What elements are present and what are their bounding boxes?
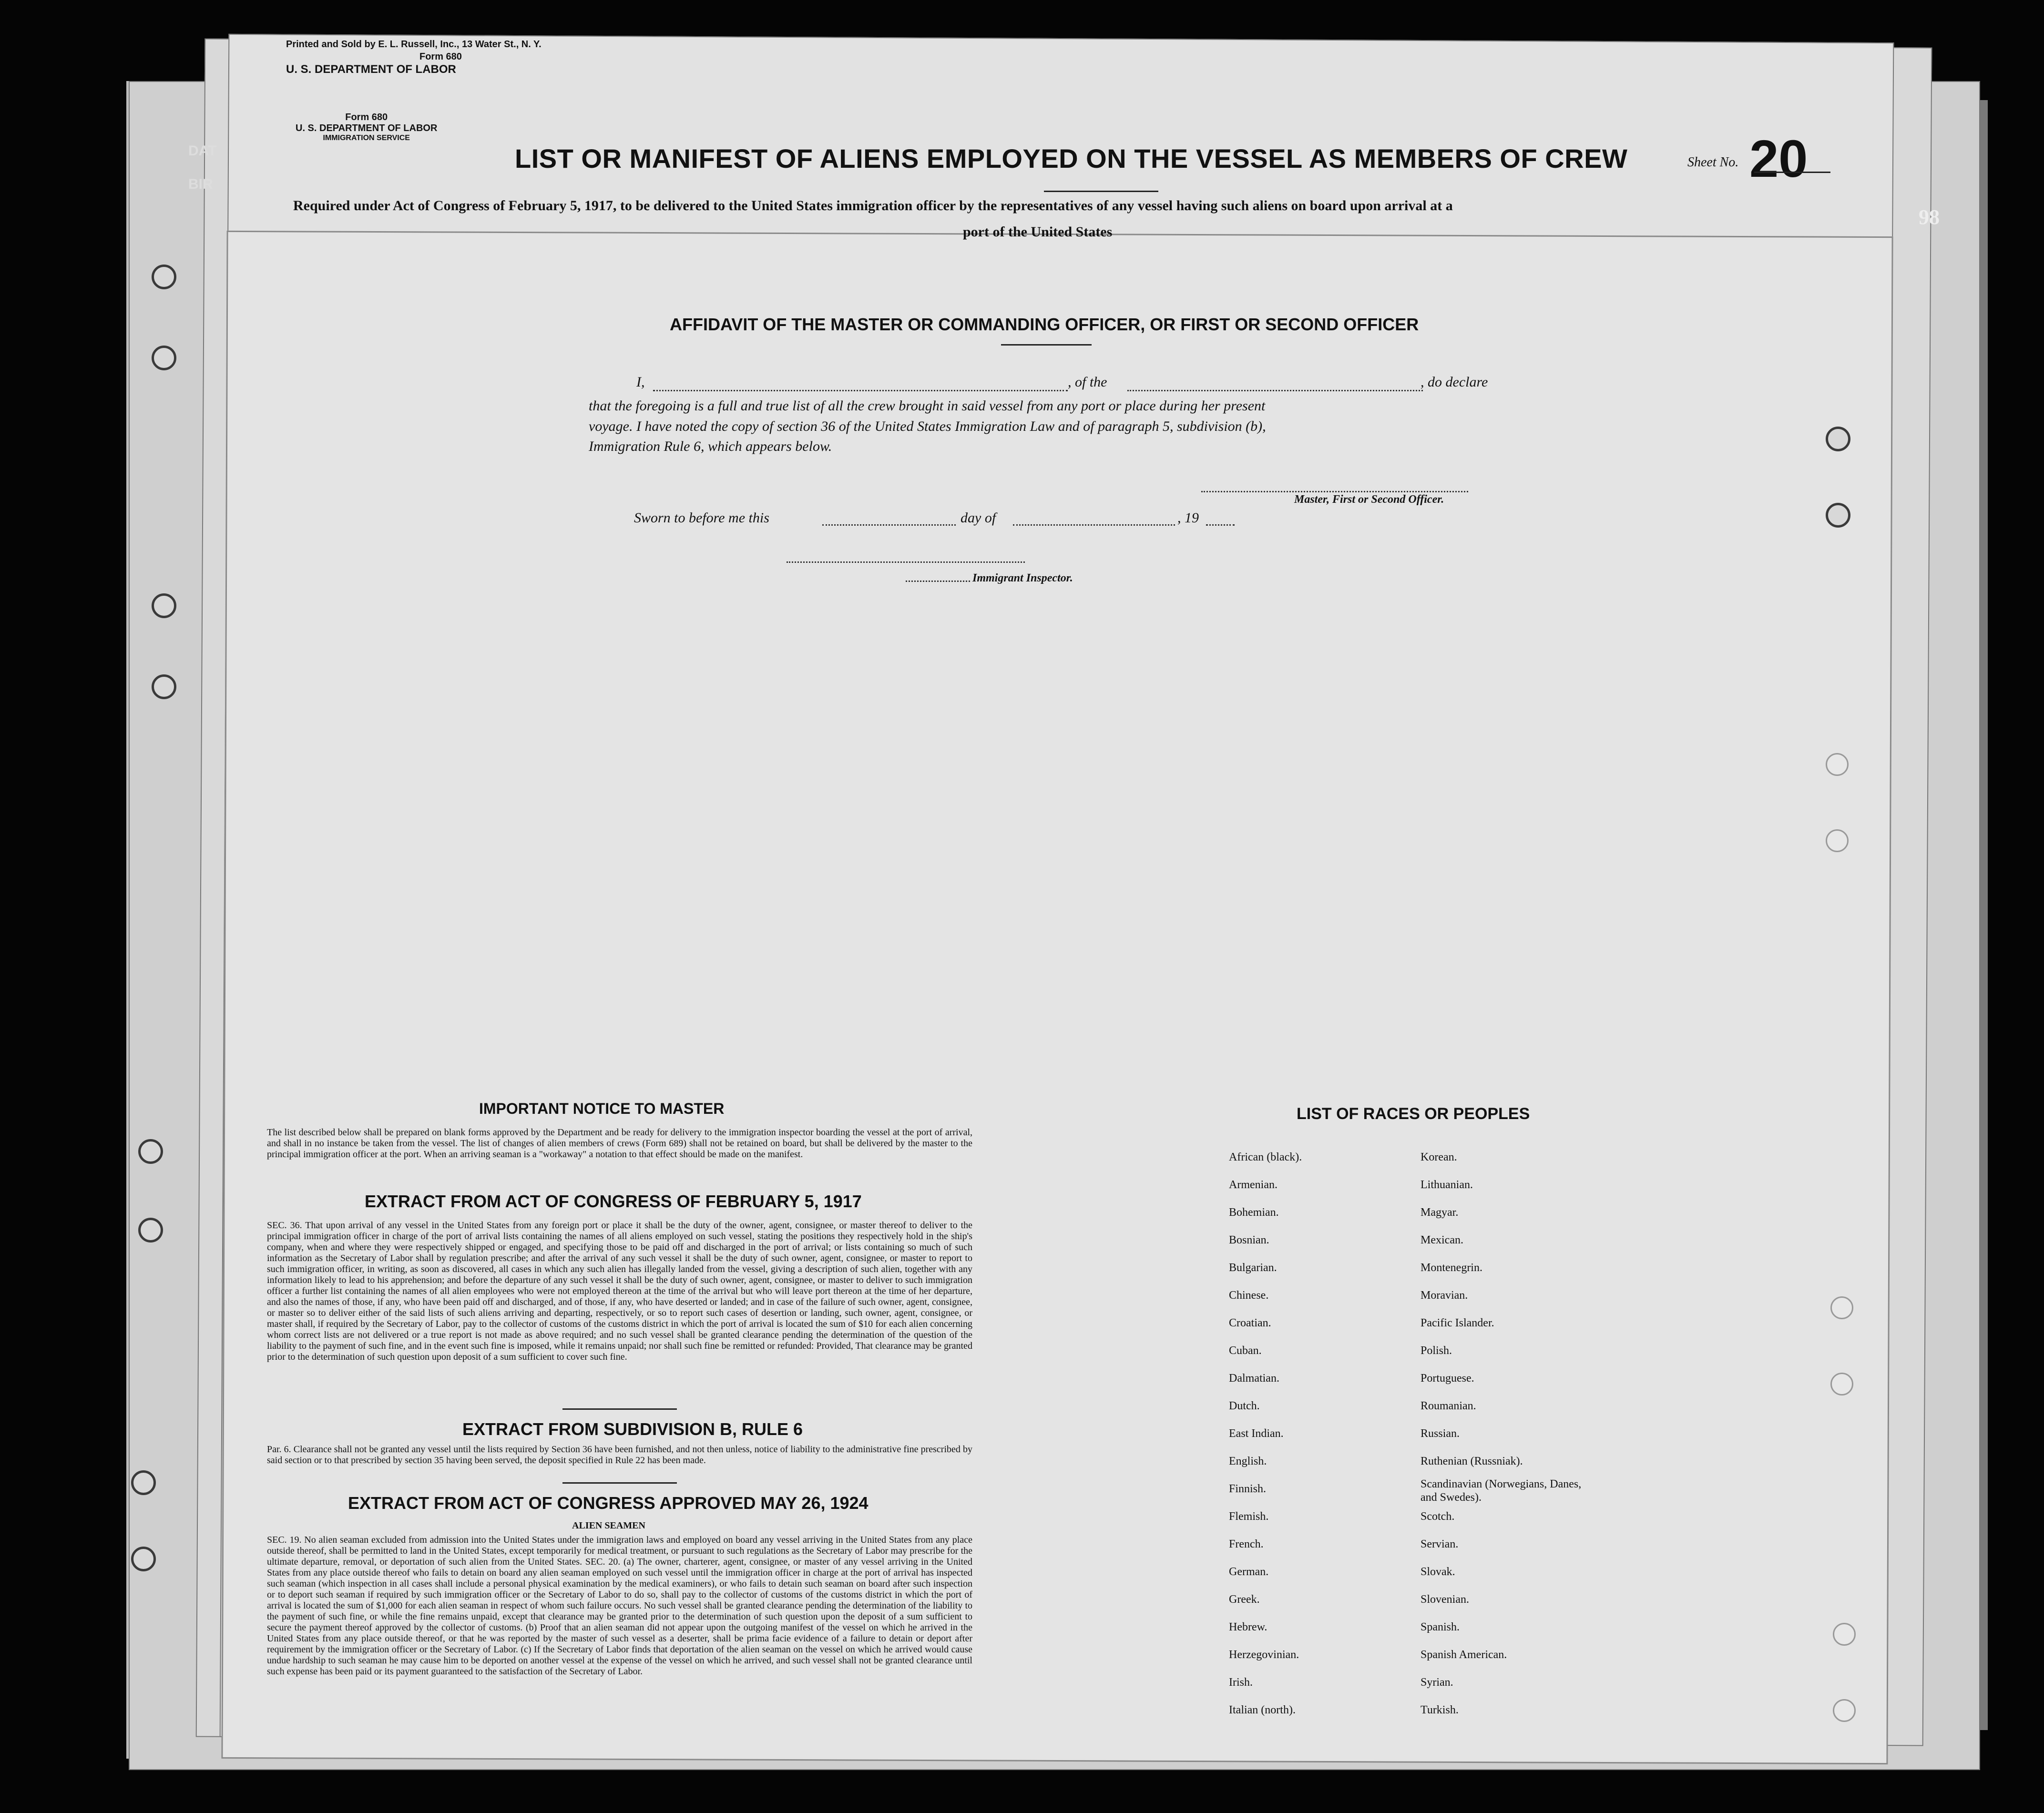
inspector-label: Immigrant Inspector.: [972, 572, 1073, 584]
year-label: , 19: [1177, 510, 1199, 526]
department-label: U. S. DEPARTMENT OF LABOR: [286, 63, 456, 76]
page-number: 98: [1919, 205, 1940, 229]
race-item: Slovenian.: [1421, 1593, 1469, 1606]
divider-2: [562, 1482, 677, 1484]
race-item: English.: [1229, 1455, 1267, 1467]
race-item: African (black).: [1229, 1151, 1302, 1163]
extract-1924-title-2: EXTRACT FROM ACT OF CONGRESS APPROVED MAY 26, 1924: [348, 1493, 869, 1513]
stamp-service: IMMIGRATION SERVICE: [323, 134, 410, 142]
punch-hole-icon: [152, 346, 176, 370]
race-item: Spanish.: [1421, 1621, 1460, 1633]
stamp-form: Form 680: [345, 112, 388, 122]
race-item: Mexican.: [1421, 1234, 1463, 1246]
race-item: East Indian.: [1229, 1427, 1284, 1440]
form-number-small: Form 680: [419, 51, 462, 62]
punch-hole-icon: [1826, 427, 1850, 451]
extract-rule6-title: EXTRACT FROM SUBDIVISION B, RULE 6: [462, 1419, 803, 1439]
race-item: Russian.: [1421, 1427, 1460, 1440]
extract-1924-text: SEC. 19. No alien seaman excluded from admission into the United States under the immigration laws and employed on board any vessel arriving in the United States from any place outside thereof, shall be permitted to land in the United States, except temporarily for medical treatment, or pursuant to such regulations as the Secretary of Labor may prescribe for the ultimate departure, removal, or deportation of such alien from the United States. SEC. 20. (a) The owner, charterer, agent, consignee, or master of any vessel arriving in the United States from any place outside thereof who fails to detain on board any alien seaman employed on such vessel until the immigration officer in charge at the port of arrival has inspected such seaman (which inspection in all cases shall include a personal physical examination by the medical examiners), or who fails to detain such seaman on board after such inspection or to deport such seaman if required by such immigration officer or the Secretary of Labor to do so, shall pay to the collector of customs of the customs district in which the port of arrival is located the sum of $1,000 for each alien seaman in respect of whom such failure occurs. No such vessel shall be granted clearance pending the determination of the liability to the payment of such fine, or while the fine remains unpaid, except that clearance may be granted prior to the determination of such question upon the deposit of a sum sufficient to secure the payment thereof approved by the collector of customs. (b) Proof that an alien seaman did not appear upon the outgoing manifest of the vessel on which he arrived in the United States from any place outside thereof, or that he was reported by the master of such vessel as a deserter, shall be prima facie evidence of a failure to detain or deport after requirement by the immigration officer or the Secretary of Labor. (c) If the Secretary of Labor finds that deportation of the alien seaman on the vessel on which he arrived would cause undue hardship to such seaman he may cause him to be deported on another vessel at the expense of the vessel on which he arrived, and such vessel shall not be granted clearance until such expense has been paid or its payment guaranteed to the satisfaction of the Secretary of Labor.: [267, 1535, 972, 1677]
requirement-line-2: port of the United States: [963, 224, 1113, 240]
race-item: Bohemian.: [1229, 1206, 1279, 1219]
race-item: Roumanian.: [1421, 1400, 1476, 1412]
race-item: Servian.: [1421, 1538, 1459, 1550]
affidavit-i: I,: [636, 374, 645, 390]
name-blank[interactable]: [653, 390, 1068, 391]
race-item: Syrian.: [1421, 1676, 1453, 1689]
race-item: Pacific Islander.: [1421, 1317, 1494, 1329]
divider-1: [562, 1408, 677, 1410]
sheet-number-underline: [1754, 172, 1830, 173]
stamp-block: [296, 112, 437, 143]
affidavit-body-3: Immigration Rule 6, which appears below.: [589, 438, 832, 454]
race-item: Slovak.: [1421, 1566, 1455, 1578]
extract-1917-text: SEC. 36. That upon arrival of any vessel in the United States from any foreign port or place it shall be the duty of the owner, agent, consignee, or master thereof to deliver to the principal immigration officer in charge of the port of arrival lists containing the names of all aliens employed on such vessel, stating the positions they respectively hold in the ship's company, when and where they were respectively shipped or engaged, and specifying those to be paid off and discharged in the port of arrival; or lists containing so much of such information as the Secretary of Labor shall by regulation prescribe; and after the arrival of any such vessel it shall be the duty of such owner, agent, consignee, or master to report to such immigration officer, in writing, as soon as discovered, all cases in which any such alien has illegally landed from the vessel, giving a description of such alien, together with any information likely to lead to his apprehension; and before the departure of any such vessel it shall be the duty of such owner, agent, consignee, or master to deliver to such immigration officer a further list containing the names of all alien employees who were not employed thereon at the time of the arrival but who will leave port thereon at the time of her departure, and also the names of those, if any, who have been paid off and discharged, and of those, if any, who have deserted or landed; and in case of the failure of such owner, agent, consignee, or master so to deliver either of the said lists of such aliens arriving and departing, respectively, or so to report such cases of desertion or landing, such owner, agent, consignee, or master shall, if required by the Secretary of Labor, pay to the collector of customs of the customs district in which the port of arrival is located the sum of $10 for each alien concerning whom correct lists are not delivered or a true report is not made as above required; and no such vessel shall be granted clearance pending the determination of the question of the liability to the payment of such fine, and in the event such fine is imposed, while it remains unpaid; nor shall such fine be remitted or refunded: Provided, That clearance may be granted prior to the determination of such question upon deposit of a sum sufficient to cover such fine.: [267, 1220, 972, 1362]
race-item: Scotch.: [1421, 1510, 1455, 1523]
race-item: Portuguese.: [1421, 1372, 1474, 1385]
punch-hole-icon: [1826, 503, 1850, 528]
requirement-line-1: Required under Act of Congress of February 5, 1917, to be delivered to the United States immigration officer by the representatives of any vessel having such aliens on board upon arrival at a: [293, 198, 1453, 214]
sworn-day-blank[interactable]: [822, 524, 956, 526]
punch-hole-icon: [1833, 1699, 1856, 1722]
page-title: LIST OR MANIFEST OF ALIENS EMPLOYED ON THE VESSEL AS MEMBERS OF CREW: [515, 143, 1628, 173]
race-item: Finnish.: [1229, 1483, 1267, 1495]
margin-label-1: DAT: [188, 143, 217, 159]
race-item: Korean.: [1421, 1151, 1457, 1163]
race-item: Chinese.: [1229, 1289, 1269, 1302]
race-item: Magyar.: [1421, 1206, 1459, 1219]
race-item: Dutch.: [1229, 1400, 1260, 1412]
punch-hole-icon: [152, 674, 176, 699]
punch-hole-icon: [1833, 1623, 1856, 1646]
notice-text: The list described below shall be prepared on blank forms approved by the Department and be ready for delivery to the immigration inspector boarding the vessel at the port of arrival, and shall in no instance be taken from the vessel. The list of changes of alien members of crews (Form 689) shall not be retained on board, but shall be delivered by the master to the principal immigration officer at the port. When an arriving seaman is a "workaway" a notation to that effect should be made on the manifest.: [267, 1127, 972, 1160]
race-item: Flemish.: [1229, 1510, 1269, 1523]
master-signature-label: Master, First or Second Officer.: [1294, 493, 1444, 506]
margin-label-2: BIR: [188, 176, 213, 192]
punch-hole-icon: [1826, 753, 1849, 776]
race-item: Dalmatian.: [1229, 1372, 1279, 1385]
race-item: German.: [1229, 1566, 1269, 1578]
master-signature-line[interactable]: [1201, 491, 1468, 492]
race-item: Croatian.: [1229, 1317, 1271, 1329]
punch-hole-icon: [152, 593, 176, 618]
race-item: Scandinavian (Norwegians, Danes, and Swedes).: [1421, 1478, 1582, 1504]
affidavit-underline: [1001, 344, 1092, 346]
extract-1924-title: EXTRACT FROM ACT OF CONGRESS OF FEBRUARY 5, 1917: [365, 1192, 862, 1211]
race-item: Irish.: [1229, 1676, 1253, 1689]
punch-hole-icon: [1826, 829, 1849, 852]
race-item: Bulgarian.: [1229, 1262, 1277, 1274]
race-item: Hebrew.: [1229, 1621, 1267, 1633]
race-item: Italian (north).: [1229, 1704, 1296, 1716]
inspector-signature-line-2[interactable]: [906, 581, 970, 582]
affidavit-do-declare: , do declare: [1421, 374, 1488, 390]
race-item: Turkish.: [1421, 1704, 1459, 1716]
vessel-blank[interactable]: [1127, 390, 1423, 391]
sworn-month-blank[interactable]: [1013, 524, 1175, 526]
punch-hole-icon: [131, 1470, 156, 1495]
sheet-number-value: 20: [1749, 130, 1808, 188]
notice-title: IMPORTANT NOTICE TO MASTER: [479, 1100, 725, 1117]
extract-rule6-text: Par. 6. Clearance shall not be granted any vessel until the lists required by Section 36 have been furnished, and not then unless, notice of liability to the administrative fine prescribed by said section or to that prescribed by section 35 having been served, the deposit specified in Rule 22 has been made.: [267, 1444, 972, 1466]
printer-line: Printed and Sold by E. L. Russell, Inc., 13 Water St., N. Y.: [286, 39, 542, 50]
punch-hole-icon: [1830, 1296, 1853, 1319]
race-item: Polish.: [1421, 1344, 1452, 1357]
race-item: Greek.: [1229, 1593, 1260, 1606]
race-item: Cuban.: [1229, 1344, 1262, 1357]
punch-hole-icon: [131, 1547, 156, 1571]
day-of-label: day of: [961, 510, 996, 526]
race-item: Spanish American.: [1421, 1649, 1507, 1661]
inspector-signature-line[interactable]: [787, 561, 1025, 563]
affidavit-of-the: , of the: [1068, 374, 1107, 390]
race-item: Lithuanian.: [1421, 1179, 1473, 1191]
race-item: Armenian.: [1229, 1179, 1278, 1191]
affidavit-body-2: voyage. I have noted the copy of section 36 of the United States Immigration Law and of paragraph 5, subdivision (b),: [589, 418, 1266, 434]
sworn-label: Sworn to before me this: [634, 510, 769, 526]
affidavit-body-1: that the foregoing is a full and true list of all the crew brought in said vessel from any port or place during her present: [589, 398, 1266, 414]
alien-seamen-subtitle: ALIEN SEAMEN: [572, 1520, 645, 1531]
race-item: Montenegrin.: [1421, 1262, 1482, 1274]
stamp-dept: U. S. DEPARTMENT OF LABOR: [296, 123, 438, 133]
races-title: LIST OF RACES OR PEOPLES: [1297, 1105, 1530, 1123]
race-item: French.: [1229, 1538, 1264, 1550]
race-item: Ruthenian (Russniak).: [1421, 1455, 1523, 1467]
punch-hole-icon: [152, 265, 176, 289]
affidavit-title: AFFIDAVIT OF THE MASTER OR COMMANDING OFFICER, OR FIRST OR SECOND OFFICER: [670, 315, 1419, 334]
punch-hole-icon: [1830, 1373, 1853, 1395]
race-item: Bosnian.: [1229, 1234, 1269, 1246]
race-item: Moravian.: [1421, 1289, 1468, 1302]
race-item: Herzegovinian.: [1229, 1649, 1299, 1661]
title-underline: [1044, 191, 1158, 192]
sworn-year-blank[interactable]: [1206, 524, 1235, 526]
punch-hole-icon: [138, 1139, 163, 1164]
punch-hole-icon: [138, 1218, 163, 1243]
sheet-number-label: Sheet No.: [1687, 155, 1739, 170]
